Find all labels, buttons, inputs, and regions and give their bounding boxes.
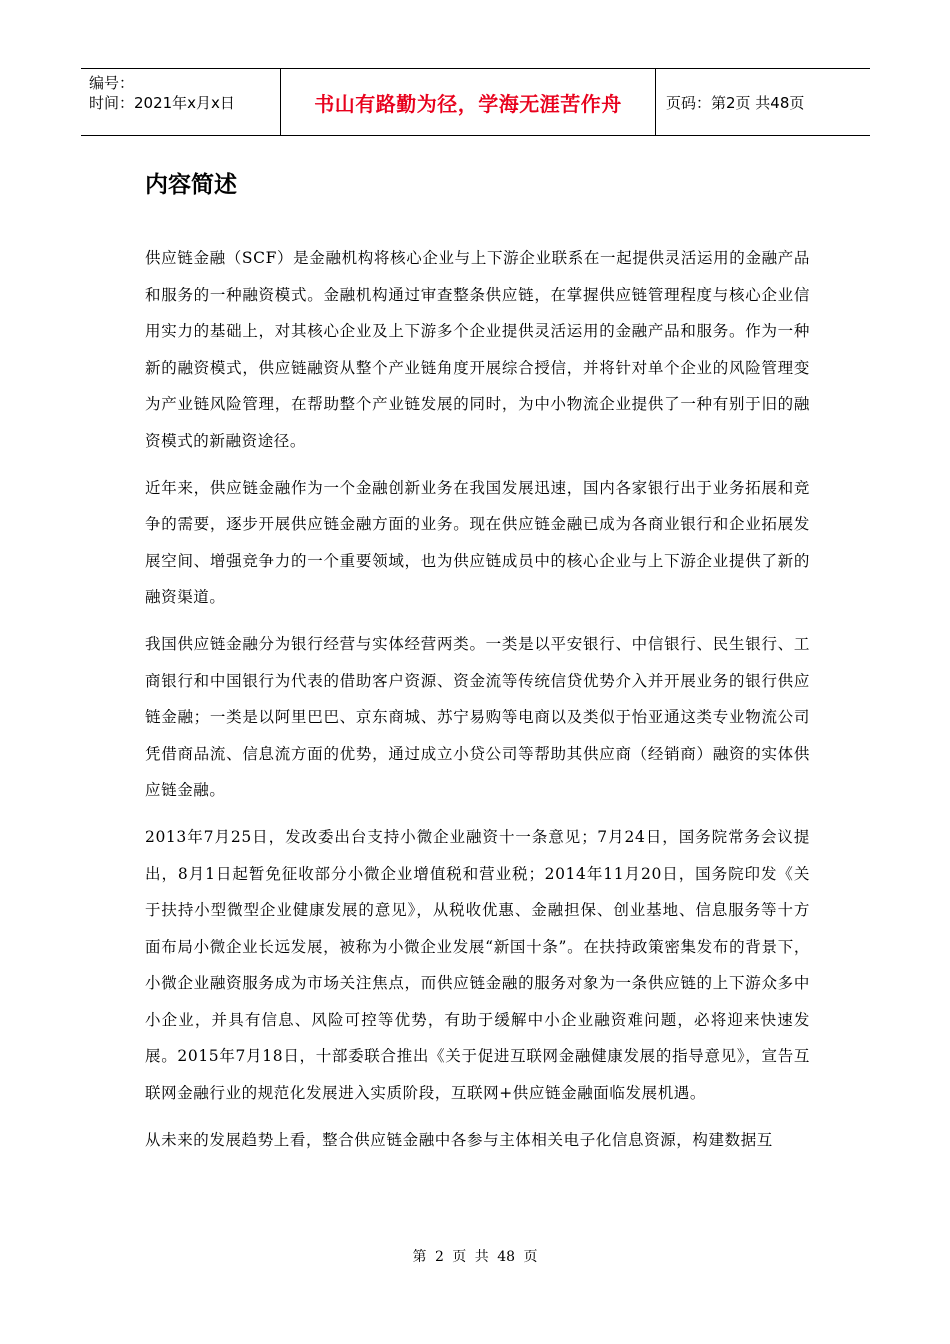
paragraph: 从未来的发展趋势上看，整合供应链金融中各参与主体相关电子化信息资源，构建数据互 <box>145 1130 773 1149</box>
page-footer: 第 2 页 共 48 页 <box>412 1249 538 1265</box>
paragraph: 近年来，供应链金融作为一个金融创新业务在我国发展迅速，国内各家银行出于业务拓展和竞争的需要，逐步开展供应链金融方面的业务。现在供应链金融已成为各商业银行和企业拓展发展空间、增强竞争力的一个重要领域，也为供应链成员中的核心企业与上下游企业提供了新的融资渠道。 <box>145 478 810 607</box>
header-slogan: 书山有路勤为径，学海无涯苦作舟 <box>281 69 656 135</box>
header-meta <box>81 69 281 135</box>
paragraph: 2013年7月25日，发改委出台支持小微企业融资十一条意见；7月24日，国务院常务会议提出，8月1日起暂免征收部分小微企业增值税和营业税；2014年11月20日，国务院印发《关于扶持小型微型企业健康发展的意见》，从税收优惠、金融担保、创业基地、信息服务等十方面布局小微企业长远发展，被称为小微企业发展“新国十条”。在扶持政策密集发布的背景下，小微企业融资服务成为市场关注焦点，而供应链金融的服务对象为一条供应链的上下游众多中小企业，并具有信息、风险可控等优势，有助于缓解中小企业融资难问题，必将迎来快速发展。2015年7月18日，十部委联合推出《关于促进互联网金融健康发展的指导意见》，宣告互联网金融行业的规范化发展进入实质阶段，互联网+供应链金融面临发展机遇。 <box>145 827 810 1103</box>
header-page-info: 页码：第2页 共48页 <box>666 93 805 112</box>
document-number-label: 编号： <box>89 74 135 92</box>
section-title: 内容简述 <box>145 172 237 198</box>
document-time-label: 时间：2021年x月x日 <box>89 94 235 112</box>
paragraph: 供应链金融（SCF）是金融机构将核心企业与上下游企业联系在一起提供灵活运用的金融产品和服务的一种融资模式。金融机构通过审查整条供应链，在掌握供应链管理程度与核心企业信用实力的基础上，对其核心企业及上下游多个企业提供灵活运用的金融产品和服务。作为一种新的融资模式，供应链融资从整个产业链角度开展综合授信，并将针对单个企业的风险管理变为产业链风险管理，在帮助整个产业链发展的同时，为中小物流企业提供了一种有别于旧的融资模式的新融资途径。 <box>145 249 810 450</box>
paragraph: 我国供应链金融分为银行经营与实体经营两类。一类是以平安银行、中信银行、民生银行、工商银行和中国银行为代表的借助客户资源、资金流等传统信贷优势介入并开展业务的银行供应链金融；一类是以阿里巴巴、京东商城、苏宁易购等电商以及类似于怡亚通这类专业物流公司凭借商品流、信息流方面的优势，通过成立小贷公司等帮助其供应商（经销商）融资的实体供应链金融。 <box>145 634 810 800</box>
page-header <box>81 68 870 136</box>
document-body <box>145 168 810 1168</box>
